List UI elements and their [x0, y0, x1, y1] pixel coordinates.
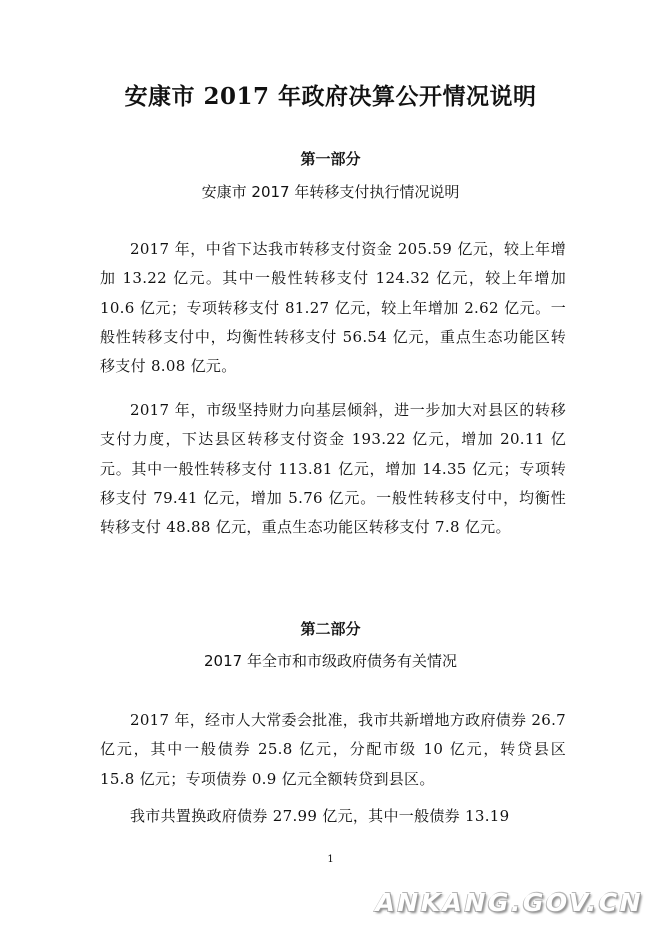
part2-subheading: 2017 年全市和市级政府债务有关情况 — [204, 652, 457, 670]
part1-subheading: 安康市 2017 年转移支付执行情况说明 — [201, 183, 460, 201]
part1-paragraph-2: 2017 年，市级坚持财力向基层倾斜，进一步加大对县区的转移支付力度，下达县区转移支付资金 193.22 亿元，增加 20.11 亿元。其中一般性转移支付 113.81 亿元，增加 14.35 亿元；专项转移支付 79.41 亿元，增加 5.76 亿元。一般性转移支付中，均衡性转移支付 48.88 亿元，重点生态功能区转移支付 7.8 亿元。 — [100, 401, 566, 537]
site-watermark: ANKANG.GOV.CN — [375, 888, 643, 917]
part2-heading: 第二部分 — [300, 620, 361, 638]
part2-paragraph-2: 我市共置换政府债券 27.99 亿元，其中一般债券 13.19 — [130, 807, 510, 825]
document-title: 安康市 2017 年政府决算公开情况说明 — [124, 83, 537, 110]
part1-heading: 第一部分 — [300, 150, 361, 168]
part1-paragraph-1: 2017 年，中省下达我市转移支付资金 205.59 亿元，较上年增加 13.22 亿元。其中一般性转移支付 124.32 亿元，较上年增加 10.6 亿元；专项转移支付 81.27 亿元，较上年增加 2.62 亿元。一般性转移支付中，均衡性转移支付 56.54 亿元，重点生态功能区转移支付 8.08 亿元。 — [100, 240, 566, 376]
part2-paragraph-1: 2017 年，经市人大常委会批准，我市共新增地方政府债券 26.7 亿元，其中一般债券 25.8 亿元，分配市级 10 亿元，转贷县区 15.8 亿元；专项债券 0.9 亿元全额转贷到县区。 — [100, 711, 567, 788]
page-number: 1 — [327, 854, 334, 865]
